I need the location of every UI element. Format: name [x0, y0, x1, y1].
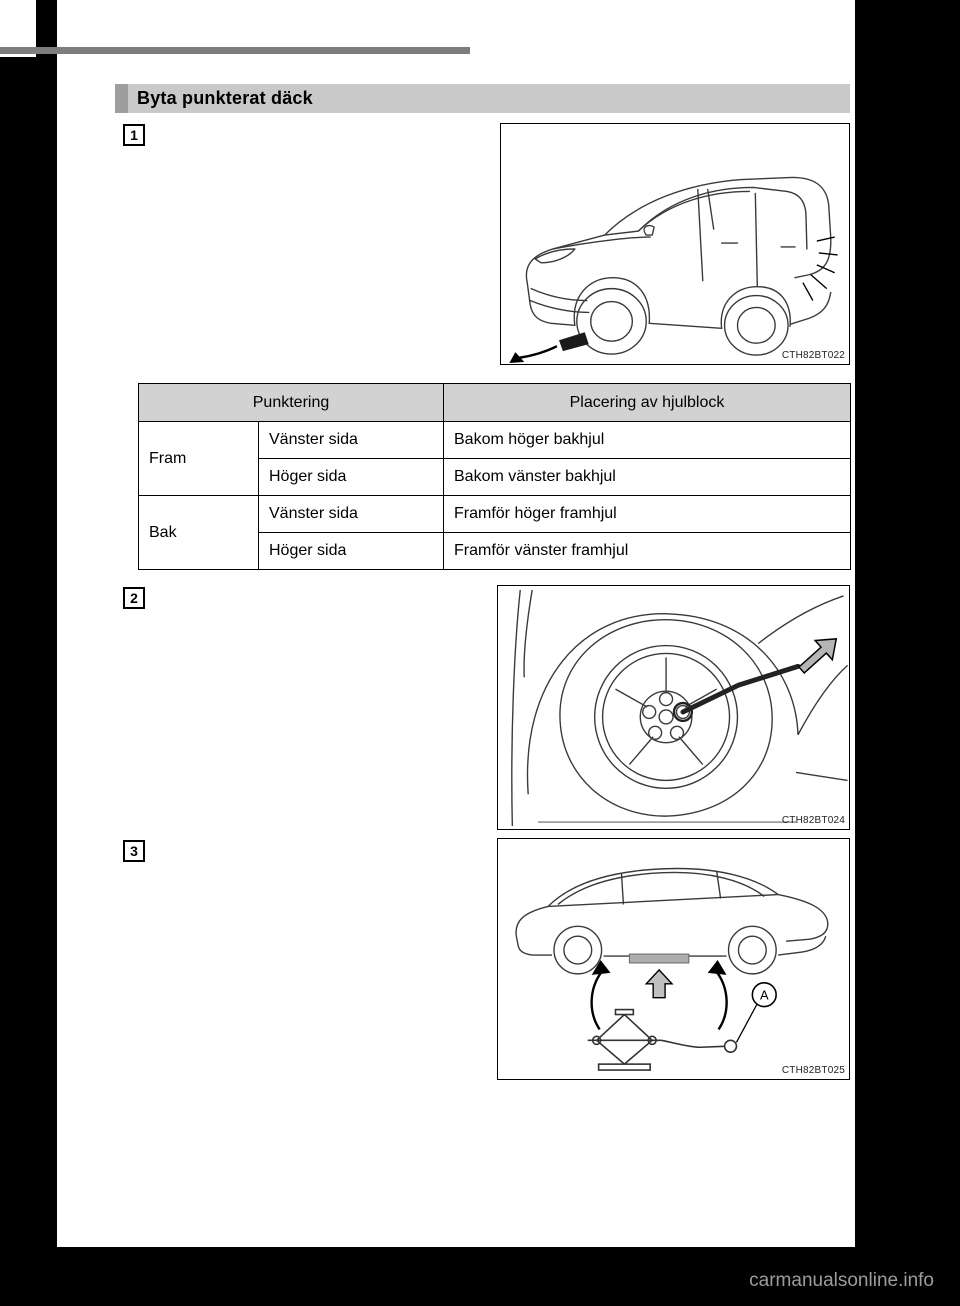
car-fender-outline	[512, 590, 848, 826]
table-header-row	[139, 384, 851, 422]
section-title-bar	[115, 84, 850, 113]
table-cell-side: Höger sida	[259, 459, 444, 496]
step-1-badge: 1	[123, 124, 145, 146]
table-cell-group-bak: Bak	[139, 496, 259, 570]
table-row	[139, 422, 851, 459]
callout-leader-line	[736, 1004, 757, 1043]
car-chock-illustration	[501, 124, 849, 364]
chock-placement-table	[138, 383, 851, 570]
figure-code-2: CTH82BT024	[781, 815, 845, 826]
wheel-wrench-illustration	[498, 586, 849, 829]
flat-tire-marks	[803, 237, 838, 300]
step-3-badge: 3	[123, 840, 145, 862]
table-cell-placement: Framför vänster framhjul	[444, 533, 851, 570]
up-arrow-icon	[646, 970, 672, 998]
car-jack-illustration	[498, 839, 849, 1079]
table-header-punktering: Punktering	[139, 384, 444, 422]
table-row	[139, 496, 851, 533]
table-cell-placement: Framför höger framhjul	[444, 496, 851, 533]
lug-wrench	[674, 666, 798, 721]
figure-code-1: CTH82BT022	[781, 350, 845, 361]
step-2-badge: 2	[123, 587, 145, 609]
scissor-jack	[588, 1010, 737, 1070]
table-header-placering: Placering av hjulblock	[444, 384, 851, 422]
callout-a-label: A	[759, 987, 769, 1003]
wheel-chock	[559, 332, 589, 351]
jack-point-plate	[629, 954, 689, 963]
lift-arrow-left	[592, 960, 611, 1029]
section-title: Byta punkterat däck	[137, 88, 313, 108]
title-accent-square	[115, 84, 128, 113]
watermark-text: carmanualsonline.info	[749, 1270, 934, 1291]
figure-chock-placement	[500, 123, 850, 365]
chock-arrow	[509, 346, 557, 363]
table-cell-group-fram: Fram	[139, 422, 259, 496]
table-cell-side: Höger sida	[259, 533, 444, 570]
wheel-outline	[560, 620, 772, 816]
manual-page	[57, 0, 855, 1247]
callout-a-circle	[752, 983, 776, 1007]
car-body-outline	[526, 177, 830, 355]
table-cell-placement: Bakom vänster bakhjul	[444, 459, 851, 496]
lift-arrow-right	[708, 960, 727, 1029]
table-cell-side: Vänster sida	[259, 422, 444, 459]
figure-loosen-wheel-nuts	[497, 585, 850, 830]
header-divider-line	[0, 47, 470, 54]
loosen-direction-arrow-icon	[793, 629, 845, 679]
figure-jack-placement	[497, 838, 850, 1080]
table-cell-placement: Bakom höger bakhjul	[444, 422, 851, 459]
table-cell-side: Vänster sida	[259, 496, 444, 533]
figure-code-3: CTH82BT025	[781, 1065, 845, 1076]
